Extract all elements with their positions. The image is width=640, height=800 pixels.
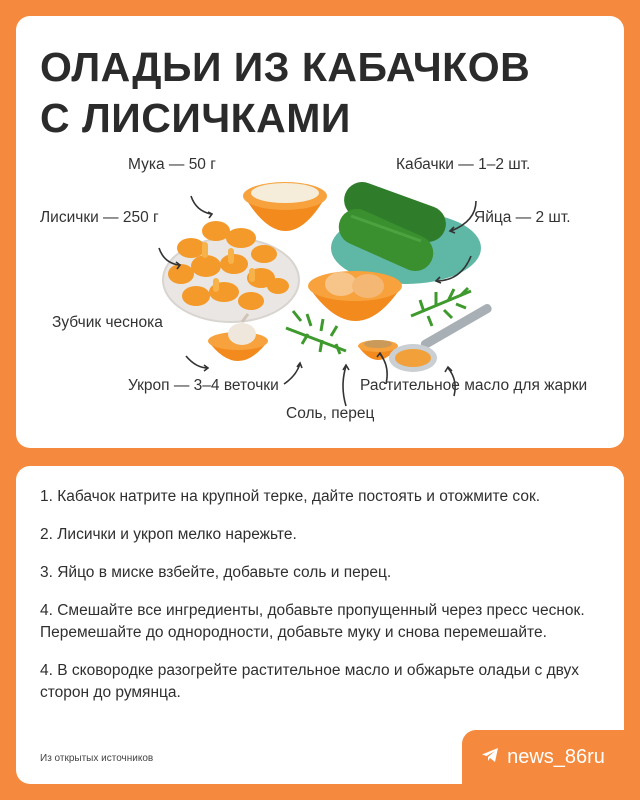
title-line-1: ОЛАДЬИ ИЗ КАБАЧКОВ (40, 44, 531, 90)
step-item: 4. В сковородке разогрейте растительное масло и обжарьте оладьи с двух сторон до румянца. (40, 662, 580, 701)
title-line-2: С ЛИСИЧКАМИ (40, 95, 351, 141)
source-note: Из открытых источников (40, 753, 154, 764)
step-item: 2. Лисички и укроп мелко нарежьте. (40, 526, 297, 543)
eggs-bowl-illustration (308, 271, 402, 321)
flour-bowl-illustration (243, 182, 327, 231)
channel-badge[interactable] (462, 730, 624, 784)
ingredient-garlic: Зубчик чеснока (52, 314, 163, 331)
step-item: 3. Яйцо в миске взбейте, добавьте соль и перец. (40, 564, 392, 581)
oil-spoon-illustration (389, 303, 493, 372)
ingredient-chanterelles: Лисички — 250 г (40, 209, 159, 226)
ingredients-card (16, 16, 624, 448)
ingredient-eggs: Яйца — 2 шт. (474, 209, 571, 226)
ingredient-zucchini: Кабачки — 1–2 шт. (396, 156, 531, 173)
step-item: 1. Кабачок натрите на крупной терке, дайте постоять и отожмите сок. (40, 488, 541, 505)
ingredient-dill: Укроп — 3–4 веточки (128, 377, 279, 394)
step-item: 4. Смешайте все ингредиенты, добавьте пропущенный через пресс чеснок. Перемешайте до однородности, добавьте муку и снова перемешайте. (40, 602, 585, 641)
ingredient-flour: Мука — 50 г (128, 156, 216, 173)
zucchini-plate-illustration (331, 177, 481, 284)
channel-name: news_86ru (507, 745, 605, 768)
ingredient-oil: Растительное масло для жарки (360, 377, 588, 394)
ingredient-salt-pepper: Соль, перец (286, 405, 375, 422)
steps-list (40, 486, 610, 720)
telegram-icon (481, 746, 499, 769)
chanterelles-plate-illustration (163, 221, 299, 322)
